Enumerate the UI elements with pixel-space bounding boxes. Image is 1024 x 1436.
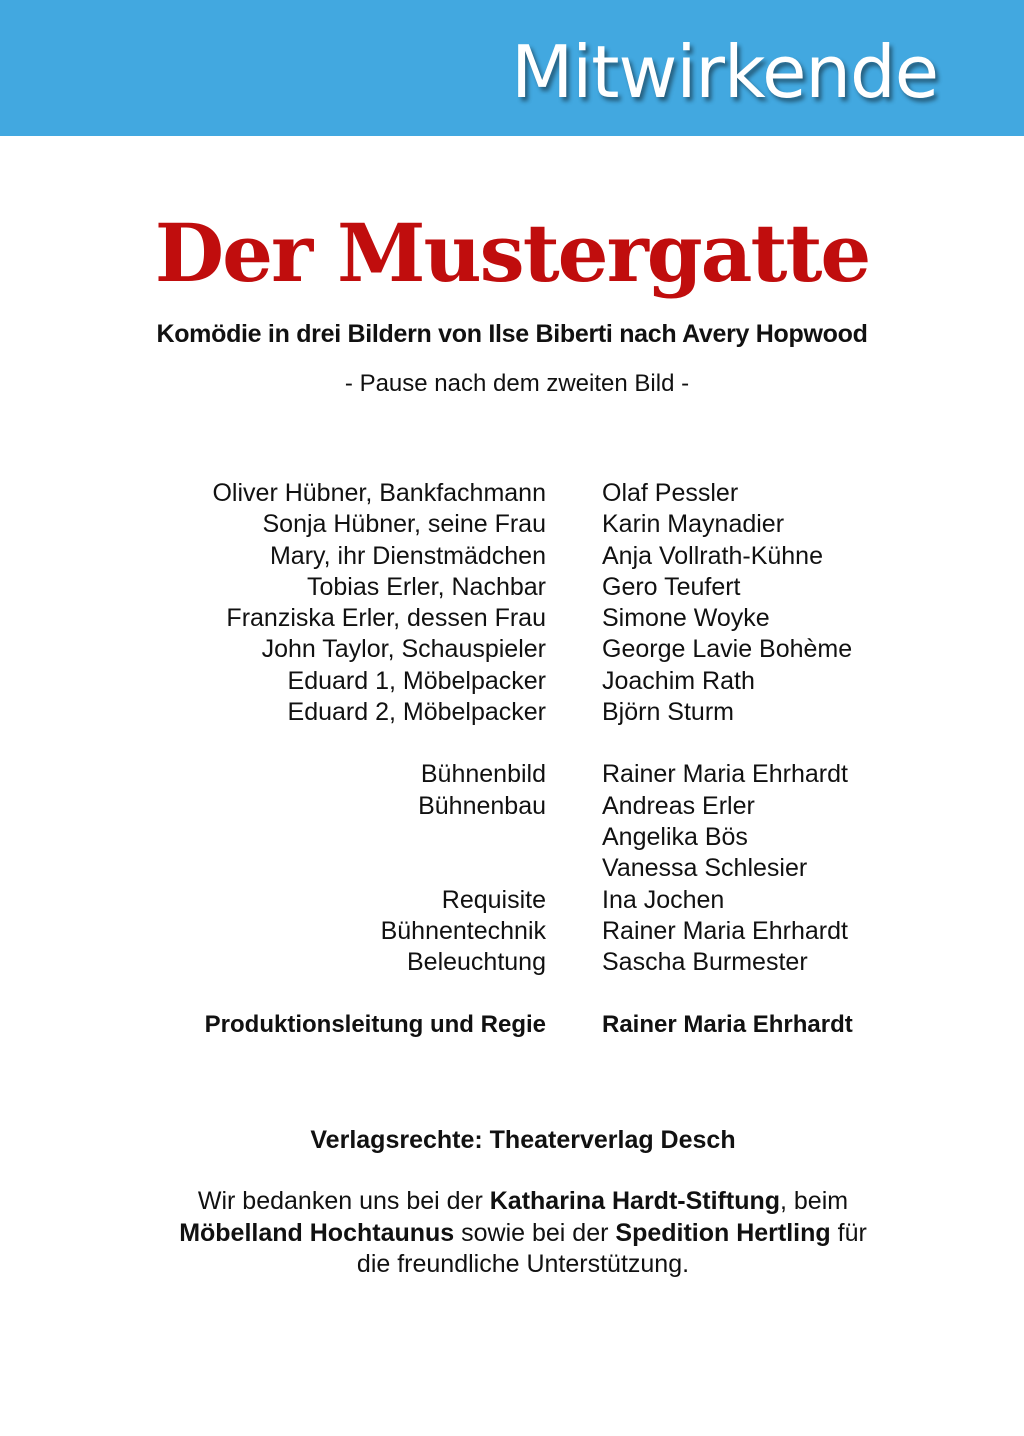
cast-role: John Taylor, Schauspieler: [261, 635, 546, 664]
cast-role: Sonja Hübner, seine Frau: [262, 510, 546, 539]
crew-member: Rainer Maria Ehrhardt: [602, 916, 848, 945]
acknowledgements: [0, 1186, 1024, 1281]
crew-row: [0, 822, 1024, 853]
cast-row: [0, 541, 1024, 572]
publishing-rights: Verlagsrechte: Theaterverlag Desch: [310, 1126, 736, 1154]
cast-actor: George Lavie Bohème: [602, 635, 853, 664]
cast-row: [0, 478, 1024, 509]
header-title: Mitwirkende: [511, 30, 938, 114]
cast-role: Mary, ihr Dienstmädchen: [269, 541, 546, 570]
cast-row: [0, 634, 1024, 665]
cast-row: [0, 697, 1024, 728]
cast-role: Tobias Erler, Nachbar: [306, 572, 546, 601]
play-subtitle: Komödie in drei Bildern von Ilse Biberti nach Avery Hopwood: [156, 320, 868, 348]
cast-actor: Gero Teufert: [602, 572, 741, 601]
crew-row: [0, 853, 1024, 884]
cast-row: [0, 666, 1024, 697]
cast-row: [0, 509, 1024, 540]
cast-role: Oliver Hübner, Bankfachmann: [212, 479, 546, 507]
thanks-text: sowie bei der: [454, 1218, 616, 1247]
direction-role: Produktionsleitung und Regie: [204, 1011, 546, 1039]
intermission-note: - Pause nach dem zweiten Bild -: [344, 370, 690, 397]
crew-role: Bühnentechnik: [380, 916, 546, 945]
cast-actor: Karin Maynadier: [602, 510, 785, 539]
crew-member: Sascha Burmester: [602, 948, 808, 977]
sponsor-name: Katharina Hardt-Stiftung: [489, 1187, 781, 1215]
cast-actor: Olaf Pessler: [602, 479, 739, 507]
header-banner: [0, 0, 1024, 136]
crew-member: Andreas Erler: [602, 791, 755, 820]
cast-row: [0, 572, 1024, 603]
sponsor-name: Möbelland Hochtaunus: [179, 1218, 455, 1247]
section-spacer: [0, 978, 1024, 1009]
sponsor-name: Spedition Hertling: [615, 1218, 831, 1247]
crew-row: [0, 791, 1024, 822]
crew-role: Requisite: [441, 885, 546, 914]
thanks-text: Wir bedanken uns bei der: [197, 1187, 490, 1215]
cast-actor: Björn Sturm: [602, 698, 734, 727]
thanks-text: die freundliche Unterstützung.: [356, 1250, 690, 1278]
play-title: Der Mustergatte: [154, 206, 870, 300]
cast-row: [0, 603, 1024, 634]
credits-list: [0, 478, 1024, 1041]
crew-role: Beleuchtung: [406, 948, 546, 977]
crew-row: [0, 885, 1024, 916]
crew-role: Bühnenbild: [420, 760, 546, 789]
cast-actor: Simone Woyke: [602, 604, 770, 633]
cast-actor: Joachim Rath: [602, 666, 755, 695]
direction-row: [0, 1009, 1024, 1040]
thanks-text: für: [830, 1218, 867, 1247]
cast-role: Franziska Erler, dessen Frau: [226, 604, 546, 633]
section-spacer: [0, 728, 1024, 759]
crew-row: [0, 947, 1024, 978]
cast-role: Eduard 2, Möbelpacker: [287, 698, 546, 727]
crew-row: [0, 916, 1024, 947]
thanks-text: , beim: [780, 1187, 849, 1215]
director-name: Rainer Maria Ehrhardt: [602, 1011, 853, 1039]
crew-member: Angelika Bös: [602, 822, 748, 851]
crew-role: Bühnenbau: [418, 791, 546, 820]
crew-row: [0, 759, 1024, 790]
crew-member: Vanessa Schlesier: [602, 854, 808, 883]
crew-member: Rainer Maria Ehrhardt: [602, 760, 848, 789]
cast-role: Eduard 1, Möbelpacker: [287, 666, 546, 695]
crew-member: Ina Jochen: [602, 885, 725, 914]
cast-actor: Anja Vollrath-Kühne: [602, 541, 823, 570]
